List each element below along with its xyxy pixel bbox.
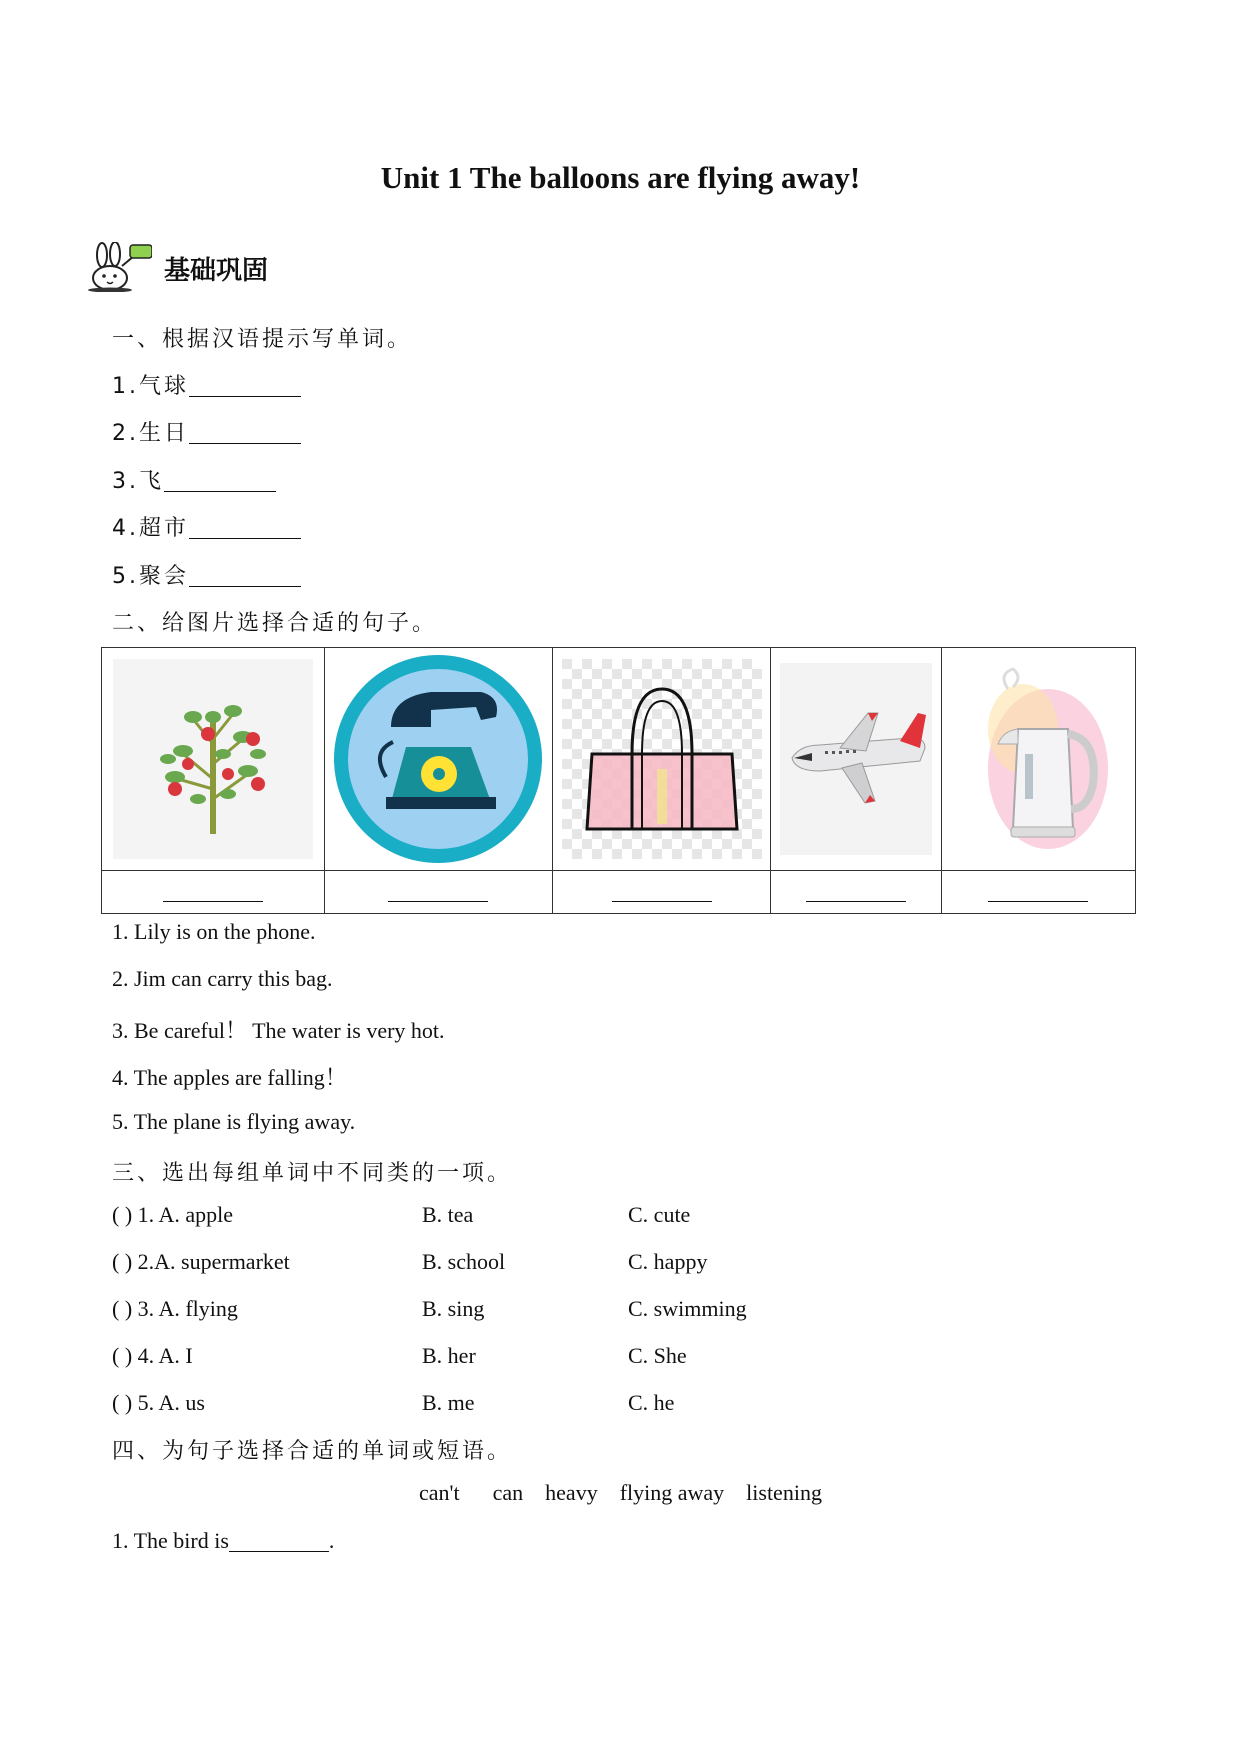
- tree-icon: [113, 659, 313, 859]
- part4-heading: 四、为句子选择合适的单词或短语。: [112, 1439, 513, 1464]
- picture-cell: [324, 648, 553, 871]
- choice-c: C. cute: [628, 1202, 691, 1227]
- sentence-option: 3. Be careful！ The water is very hot.: [112, 1018, 445, 1043]
- sentence-option: 5. The plane is flying away.: [112, 1109, 356, 1134]
- part1-item: 2.生日: [112, 416, 301, 447]
- choice-question: ( ) 1. A. apple: [112, 1202, 233, 1227]
- choice-c: C. swimming: [628, 1296, 747, 1321]
- answer-cell[interactable]: [324, 871, 553, 914]
- section-label: 基础巩固: [164, 256, 269, 286]
- part1-item: 5.聚会: [112, 559, 301, 590]
- choice-b: B. me: [422, 1390, 475, 1415]
- choice-b: B. tea: [422, 1202, 474, 1227]
- rabbit-icon: [88, 242, 152, 292]
- picture-cell: [771, 648, 942, 871]
- choice-c: C. happy: [628, 1249, 708, 1274]
- sentence-option: 4. The apples are falling！: [112, 1065, 347, 1090]
- telephone-icon: [331, 652, 545, 866]
- picture-cell: [941, 648, 1135, 871]
- part1-heading: 一、根据汉语提示写单词。: [112, 327, 413, 352]
- sentence-option: 2. Jim can carry this bag.: [112, 966, 333, 991]
- answer-cell[interactable]: [941, 871, 1135, 914]
- part1-item: 4.超市: [112, 511, 301, 542]
- choice-c: C. She: [628, 1343, 687, 1368]
- choice-b: B. sing: [422, 1296, 485, 1321]
- airplane-icon: [780, 663, 932, 855]
- sentence-option: 1. Lily is on the phone.: [112, 919, 316, 944]
- part1-item: 1.气球: [112, 369, 301, 400]
- fill-question: 1. The bird is .: [112, 1528, 335, 1553]
- choice-b: B. her: [422, 1343, 476, 1368]
- choice-question: ( ) 3. A. flying: [112, 1296, 238, 1321]
- choice-b: B. school: [422, 1249, 506, 1274]
- part3-heading: 三、选出每组单词中不同类的一项。: [112, 1161, 513, 1186]
- part1-item: 3.飞: [112, 464, 276, 495]
- page-title: Unit 1 The balloons are flying away!: [380, 160, 861, 195]
- part2-heading: 二、给图片选择合适的句子。: [112, 611, 438, 636]
- answer-cell[interactable]: [553, 871, 771, 914]
- choice-question: ( ) 4. A. I: [112, 1343, 193, 1368]
- choice-c: C. he: [628, 1390, 675, 1415]
- picture-cell: [102, 648, 325, 871]
- bag-icon: [562, 659, 762, 859]
- choice-question: ( ) 2.A. supermarket: [112, 1249, 290, 1274]
- picture-cell: [553, 648, 771, 871]
- choice-question: ( ) 5. A. us: [112, 1390, 205, 1415]
- answer-cell[interactable]: [771, 871, 942, 914]
- picture-table: [101, 647, 1136, 914]
- word-bank: can't can heavy flying away listening: [419, 1480, 822, 1505]
- answer-cell[interactable]: [102, 871, 325, 914]
- kettle-icon: [963, 659, 1113, 859]
